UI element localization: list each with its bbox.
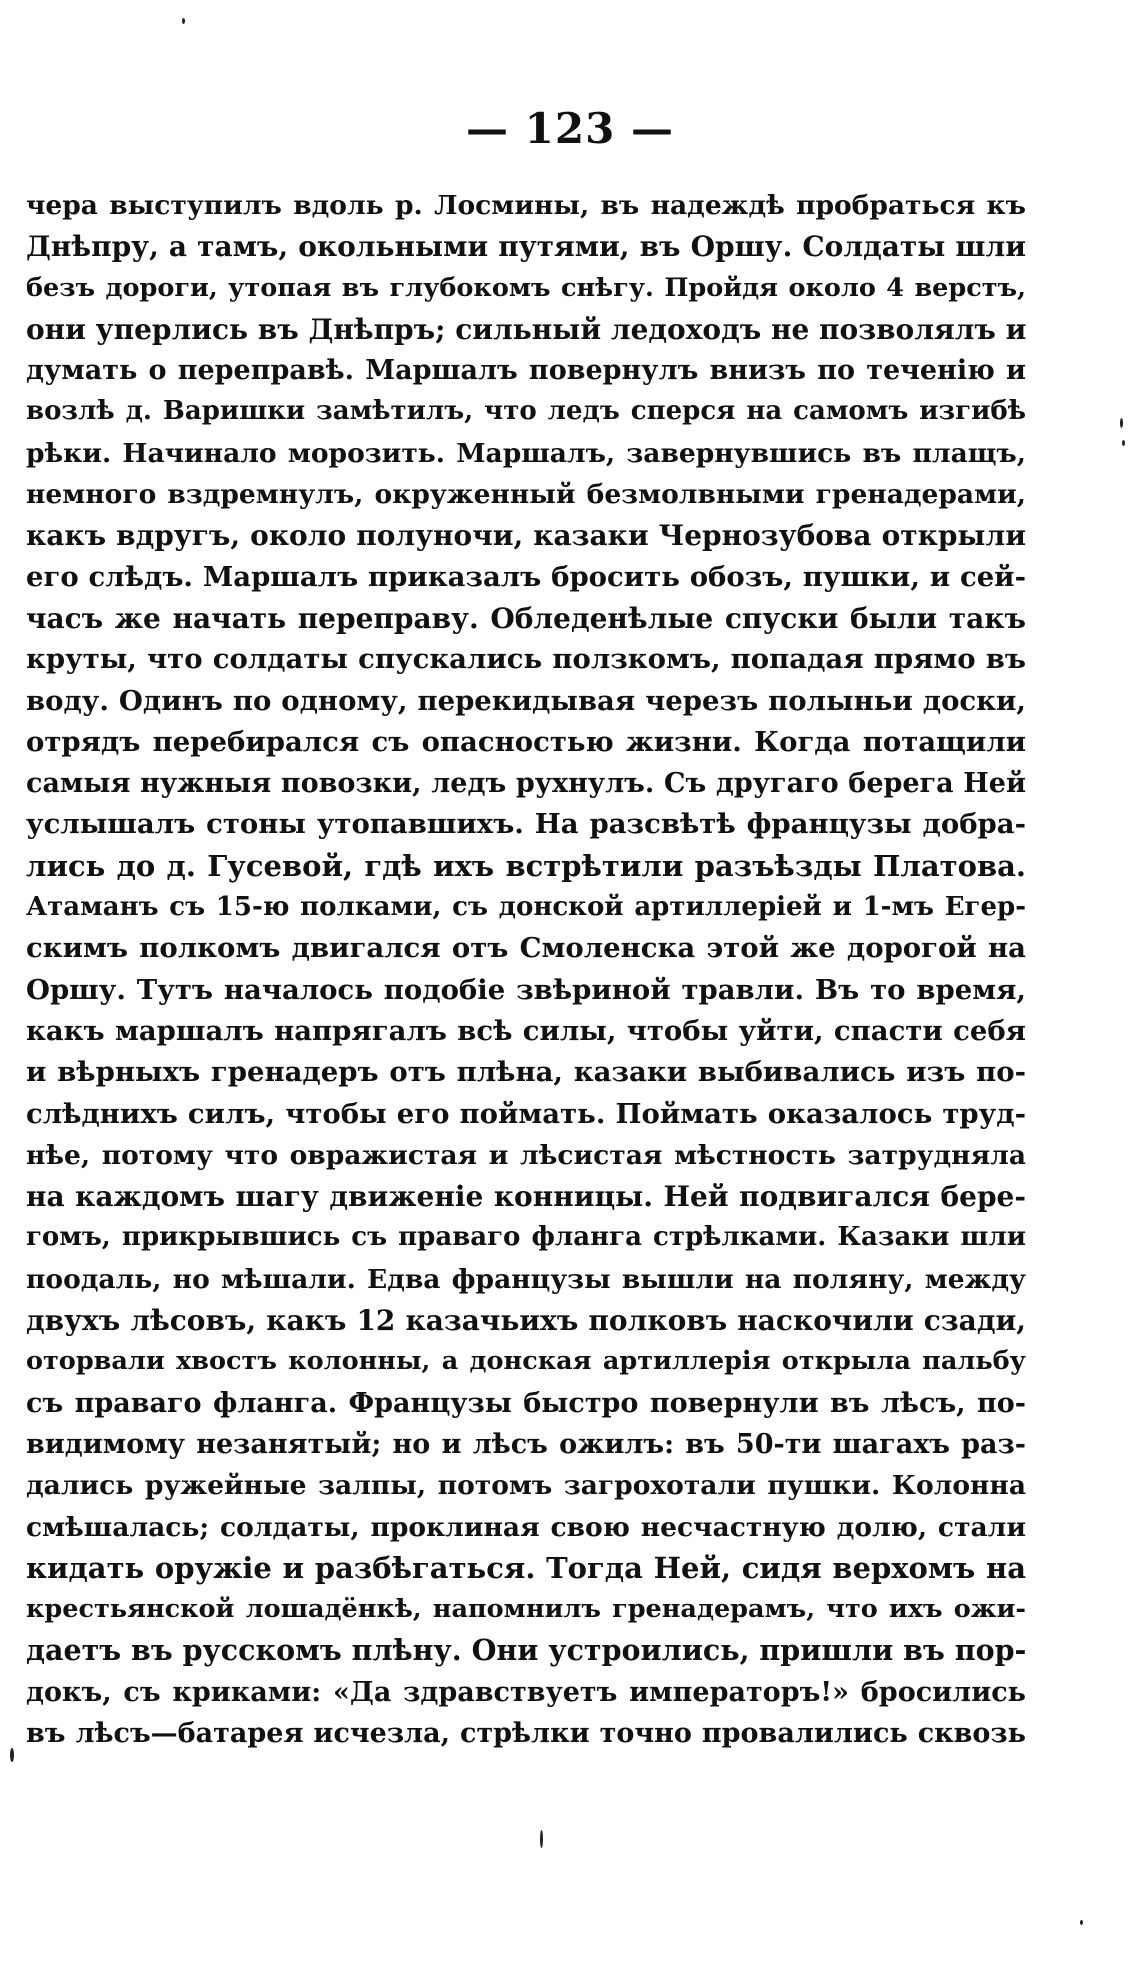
text-line: думать о переправѣ. Маршалъ повернулъ внизъ по теченію и [26, 355, 1026, 387]
text-line: видимому незанятый; но и лѣсъ ожилъ: въ 50-ти шагахъ раз- [26, 1428, 1026, 1460]
text-line: немного вздремнулъ, окруженный безмолвными гренадерами, [26, 479, 1026, 511]
text-line: докъ, съ криками: «Да здравствуетъ императоръ!» бросились [26, 1676, 1026, 1708]
text-line: отрядъ перебирался съ опасностью жизни. Когда потащили [26, 725, 1026, 758]
text-line: его слѣдъ. Маршалъ приказалъ бросить обозъ, пушки, и сей- [26, 560, 1026, 593]
text-line: двухъ лѣсовъ, какъ 12 казачьихъ полковъ наскочили сзади, [26, 1304, 1026, 1338]
text-line: крестьянской лошадёнкѣ, напомнилъ гренадерамъ, что ихъ ожи- [26, 1594, 1026, 1625]
text-line: на каждомъ шагу движеніе конницы. Ней подвигался бере- [26, 1180, 1026, 1214]
scan-speck [10, 1748, 14, 1762]
text-line: Днѣпру, а тамъ, окольными путями, въ Оршу. Солдаты шли [26, 230, 1026, 264]
text-line: услышалъ стоны утопавшихъ. На разсвѣтѣ французы добра- [26, 808, 1026, 841]
text-line: гомъ, прикрывшись съ праваго фланга стрѣлками. Казаки шли [26, 1222, 1026, 1253]
text-line: безъ дороги, утопая въ глубокомъ снѣгу. Пройдя около 4 верстъ, [26, 272, 1026, 303]
text-line: смѣшалась; солдаты, проклиная свою несчастную долю, стали [26, 1511, 1026, 1543]
text-line: и вѣрныхъ гренадеръ отъ плѣна, казаки выбивались изъ по- [26, 1056, 1026, 1089]
scan-speck [1080, 1920, 1083, 1925]
text-line: кидать оружіе и разбѣгаться. Тогда Ней, сидя верхомъ на [26, 1550, 1026, 1585]
text-line: слѣднихъ силъ, чтобы его поймать. Поймать оказалось труд- [26, 1097, 1026, 1130]
text-line: какъ маршалъ напрягалъ всѣ силы, чтобы уйти, спасти себя [26, 1014, 1026, 1047]
scan-speck [1120, 418, 1123, 428]
text-line: дались ружейные залпы, потомъ загрохотали пушки. Колонна [26, 1470, 1026, 1502]
text-line: воду. Одинъ по одному, перекидывая черезъ полыньи доски, [26, 684, 1026, 717]
body-text [26, 185, 1026, 1754]
text-line: оторвали хвостъ колонны, а донская артиллерія открыла пальбу [26, 1346, 1026, 1377]
text-line: съ праваго фланга. Французы быстро повернули въ лѣсъ, по- [26, 1387, 1026, 1419]
text-line: Оршу. Тутъ началось подобіе звѣриной травли. Въ то время, [26, 973, 1026, 1006]
text-line: Атаманъ съ 15-ю полками, съ донской артиллеріей и 1-мъ Егер- [26, 892, 1026, 923]
text-line: рѣки. Начинало морозить. Маршалъ, завернувшись въ плащъ, [26, 437, 1026, 469]
text-line: часъ же начать переправу. Обледенѣлые спуски были такъ [26, 601, 1026, 635]
text-line: возлѣ д. Варишки замѣтилъ, что ледъ сперся на самомъ изгибѣ [26, 396, 1026, 427]
text-line: даетъ въ русскомъ плѣну. Они устроились, пришли въ пор- [26, 1633, 1026, 1668]
text-line: они уперлись въ Днѣпръ; сильный ледоходъ не позволялъ и [26, 312, 1026, 346]
scan-speck [1122, 440, 1125, 446]
text-line: поодаль, но мѣшали. Едва французы вышли на поляну, между [26, 1263, 1026, 1295]
scan-speck [182, 18, 185, 24]
text-line: чера выступилъ вдоль р. Лосмины, въ надеждѣ пробраться къ [26, 190, 1026, 221]
page-number: — 123 — [466, 104, 674, 153]
text-line: круты, что солдаты спускались ползкомъ, попадая прямо въ [26, 643, 1026, 676]
text-line: какъ вдругъ, около полуночи, казаки Чернозубова открыли [26, 519, 1026, 553]
text-line: лись до д. Гусевой, гдѣ ихъ встрѣтили разъѣзды Платова. [26, 848, 1026, 883]
text-line: скимъ полкомъ двигался отъ Смоленска этой же дорогой на [26, 932, 1026, 965]
scan-speck [540, 1830, 543, 1848]
text-line: нѣе, потому что овражистая и лѣсистая мѣстность затрудняла [26, 1139, 1026, 1171]
text-line: самыя нужныя повозки, ледъ рухнулъ. Съ другаго берега Ней [26, 768, 1026, 800]
text-line: въ лѣсъ—батарея исчезла, стрѣлки точно провалились сквозь [26, 1717, 1026, 1749]
